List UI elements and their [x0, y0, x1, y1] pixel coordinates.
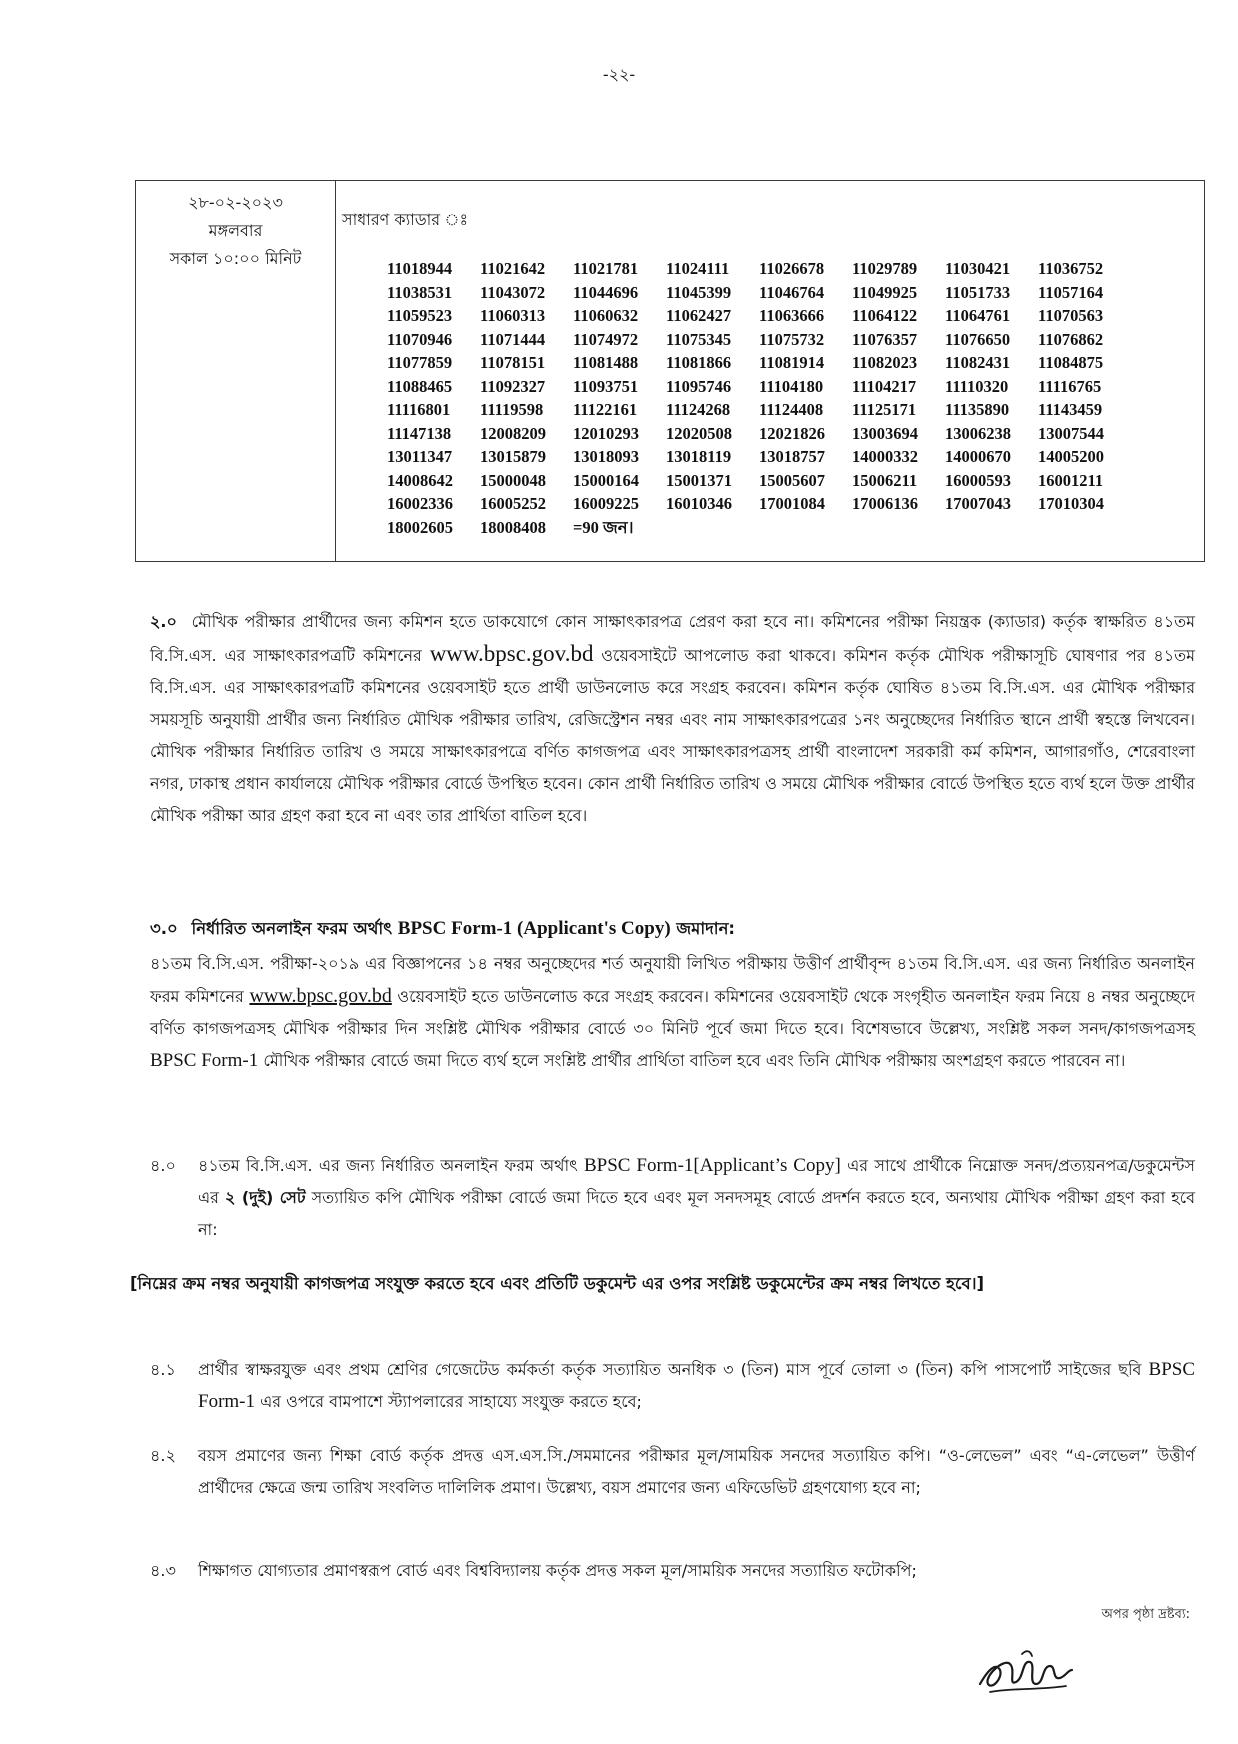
registration-number: 11021642 [480, 259, 546, 278]
registration-number: 11062427 [666, 306, 732, 325]
registration-number: 11030421 [945, 259, 1011, 278]
section-3-text-a: ৪১তম বি.সি.এস. পরীক্ষা-২০১৯ এর বিজ্ঞাপনের ১৪ নম্বর অনুচ্ছেদের শর্ত অনুযায়ী লিখিত পরীক্ষায় উত্তীর্ণ প্রার্থীবৃন্দ ৪১তম বি.সি.এস. এর জন্য নির্ধারিত অনলাইন ফরম কমিশনের [150, 954, 1195, 1006]
section-2-number: ২.০ [150, 612, 177, 631]
continued-overleaf-note: অপর পৃষ্ঠা দ্রষ্টব্য: [1101, 1607, 1190, 1622]
schedule-day: মঙ্গলবার [208, 221, 263, 240]
registration-number: 11049925 [852, 282, 918, 302]
registration-number: 12020508 [666, 423, 732, 443]
registration-number: 11124268 [666, 400, 731, 419]
registration-number: 13011347 [387, 447, 453, 466]
section-3-text-b: ওয়েবসাইট হতে ডাউনলোড করে সংগ্রহ করবেন। কমিশনের ওয়েবসাইট থেকে সংগৃহীত অনলাইন ফরম নিয়ে ৪ নম্বর অনুচ্ছেদে বর্ণিত কাগজপত্রসহ মৌখিক পরীক্ষার দিন সংশ্লিষ্ট মৌখিক পরীক্ষার বোর্ডে ৩০ মিনিট পূর্বে জমা দিতে হবে। বিশেষভাবে উল্লেখ্য, সংশ্লিষ্ট সকল সনদ/কাগজপত্রসহ [150, 987, 1195, 1038]
registration-number: 16010346 [666, 494, 732, 513]
registration-number: 11018944 [387, 259, 453, 278]
registration-number: 11043072 [480, 282, 546, 302]
registration-number: 11116801 [387, 400, 451, 419]
registration-number: 11135890 [945, 400, 1010, 419]
item-4-2-number: ৪.২ [150, 1446, 176, 1465]
registration-number: 14005200 [1038, 447, 1104, 466]
section-3-heading-b: জমাদান: [676, 919, 736, 938]
section-4-set-count: ২ (দুই) সেট [225, 1188, 306, 1207]
registration-number: 14000332 [852, 447, 918, 466]
section-4-number: ৪.০ [150, 1156, 176, 1175]
registration-number: 13015879 [480, 447, 546, 466]
section-4-text-c: সত্যায়িত কপি মৌখিক পরীক্ষা বোর্ডে জমা দিতে হবে এবং মূল সনদসমূহ বোর্ডে প্রদর্শন করতে হবে, অন্যথায় মৌখিক পরীক্ষা গ্রহণ করা হবে না: [198, 1188, 1195, 1239]
registration-number: 11077859 [387, 353, 453, 372]
registration-number: 17007043 [945, 494, 1011, 513]
item-4-1-text-a: প্রার্থীর স্বাক্ষরযুক্ত এবং প্রথম শ্রেণির গেজেটেড কর্মকর্তা কর্তৃক সত্যায়িত অনধিক ৩ (তিন) মাস পূর্বে তোলা ৩ (তিন) কপি পাসপোর্ট সাইজের ছবি [198, 1360, 1142, 1379]
section-3-heading [150, 913, 1195, 945]
registration-number: 11057164 [1038, 282, 1104, 302]
schedule-table [135, 180, 1205, 562]
registration-number: 11060632 [573, 306, 639, 325]
registration-number: 15005607 [759, 470, 825, 490]
section-2-paragraph [150, 606, 1195, 832]
registration-number: 12021826 [759, 423, 825, 443]
document-order-note: [নিম্নের ক্রম নম্বর অনুযায়ী কাগজপত্র সংযুক্ত করতে হবে এবং প্রতিটি ডকুমেন্ট এর ওপর সংশ্লিষ্ট ডকুমেন্টের ক্রম নম্বর লিখতে হবে।] [130, 1274, 985, 1293]
registration-number: 11081914 [759, 353, 825, 372]
item-4-1-form-name: BPSC Form-1 [198, 1359, 1195, 1412]
registration-number: 11116765 [1038, 376, 1102, 396]
registration-number: 16009225 [573, 494, 639, 513]
registration-number: 11024111 [666, 259, 730, 278]
registration-number: 11084875 [1038, 353, 1104, 372]
registration-number: 11092327 [480, 376, 546, 396]
registration-number: 11124408 [759, 400, 824, 419]
registration-number: 11125171 [852, 400, 917, 419]
registration-number: 11081866 [666, 353, 732, 372]
registration-number: 11036752 [1038, 259, 1104, 278]
registration-number: 11078151 [480, 353, 546, 372]
registration-number: 11064761 [945, 306, 1011, 325]
item-4-1-text [198, 1354, 1195, 1418]
list-item-4-3 [150, 1555, 1195, 1587]
section-3-number: ৩.০ [150, 919, 178, 938]
registration-number: 11076862 [1038, 329, 1104, 349]
item-4-2-text: বয়স প্রমাণের জন্য শিক্ষা বোর্ড কর্তৃক প্রদত্ত এস.এস.সি./সমমানের পরীক্ষার মূল/সাময়িক সনদের সত্যায়িত কপি। “ও-লেভেল” এবং “এ-লেভেল” উত্তীর্ণ প্রার্থীদের ক্ষেত্রে জন্ম তারিখ সংবলিত দালিলিক প্রমাণ। উল্লেখ্য, বয়স প্রমাণের জন্য এফিডেভিট গ্রহণযোগ্য হবে না; [198, 1446, 1195, 1497]
section-4-form-name: BPSC Form-1[Applicant’s Copy] [583, 1155, 841, 1176]
registration-number: 11093751 [573, 376, 639, 396]
registration-number: 11076650 [945, 329, 1011, 349]
registration-number: 11059523 [387, 306, 453, 325]
registration-number: 11110320 [945, 376, 1009, 396]
registration-number: 17006136 [852, 494, 918, 513]
registration-number: 15001371 [666, 470, 732, 490]
section-3-form-name: BPSC Form-1 [150, 1050, 259, 1071]
registration-number: 13006238 [945, 423, 1011, 443]
registration-number: 11075732 [759, 329, 825, 349]
page-number: -২২- [602, 65, 636, 84]
registration-number: 11038531 [387, 282, 453, 302]
registration-number: 13018757 [759, 447, 825, 466]
registration-number: 11147138 [387, 423, 452, 443]
schedule-date: ২৮-০২-২০২৩ [188, 193, 283, 212]
schedule-time: সকাল ১০:০০ মিনিট [169, 249, 302, 268]
section-2-text-a: মৌখিক পরীক্ষার প্রার্থীদের জন্য কমিশন হতে ডাকযোগে কোন সাক্ষাৎকারপত্র প্রেরণ করা হবে না। কমিশনের পরীক্ষা নিয়ন্ত্রক (ক্যাডার) কর্তৃক স্বাক্ষরিত ৪১তম বি.সি.এস. এর সাক্ষাৎকারপত্রটি কমিশনের [150, 612, 1195, 665]
section-3-text-c: মৌখিক পরীক্ষার বোর্ডে জমা দিতে ব্যর্থ হলে সংশ্লিষ্ট প্রার্থীর প্রার্থিতা বাতিল হবে এবং তিনি মৌখিক পরীক্ষায় অংশগ্রহণ করতে পারবেন না। [263, 1051, 1126, 1070]
registration-number: 18008408 [480, 517, 546, 537]
registration-number: 13007544 [1038, 423, 1104, 443]
section-3-paragraph [150, 948, 1195, 1077]
registration-number: 12008209 [480, 423, 546, 443]
section-4-text-a: ৪১তম বি.সি.এস. এর জন্য নির্ধারিত অনলাইন ফরম অর্থাৎ [198, 1156, 578, 1175]
registration-number: 11029789 [852, 259, 918, 278]
registration-number: 16005252 [480, 494, 546, 513]
registration-number: 14008642 [387, 470, 453, 490]
registration-number: 11071444 [480, 329, 546, 349]
registration-number: 13018093 [573, 447, 639, 466]
section-4-paragraph [150, 1150, 1195, 1246]
section-4-text [198, 1150, 1195, 1246]
list-item-4-1 [150, 1354, 1195, 1418]
registration-number: 11046764 [759, 282, 825, 302]
schedule-datetime-cell [136, 181, 336, 561]
section-4-text-b: এর সাথে প্রার্থীকে নিম্নোক্ত সনদ/প্রত্যয়নপত্র/ডকুমেন্টস এর [198, 1156, 1195, 1207]
registration-number: 11075345 [666, 329, 732, 349]
item-4-1-number: ৪.১ [150, 1360, 176, 1379]
signature [970, 1640, 1080, 1704]
registration-number: 12010293 [573, 423, 639, 443]
registration-number: 18002605 [387, 517, 453, 537]
registration-number: 11074972 [573, 329, 639, 349]
registration-number: 11070946 [387, 329, 453, 349]
registration-number: 16001211 [1038, 470, 1104, 490]
registration-number: 16002336 [387, 494, 453, 513]
bpsc-website-link[interactable]: www.bpsc.gov.bd [249, 985, 392, 1007]
item-4-1-text-b: এর ওপরে বামপাশে স্ট্যাপলারের সাহায্যে সংযুক্ত করতে হবে; [260, 1392, 642, 1411]
registration-number: 15000164 [573, 470, 639, 490]
registration-number: 17010304 [1038, 494, 1104, 513]
registration-number: 11060313 [480, 306, 546, 325]
registration-number: 11082023 [852, 353, 918, 372]
section-3-heading-form: BPSC Form-1 (Applicant's Copy) [397, 918, 671, 939]
registration-number: 11081488 [573, 353, 639, 372]
section-3-heading-a: নির্ধারিত অনলাইন ফরম অর্থাৎ [191, 919, 393, 938]
registration-number: 11044696 [573, 282, 639, 302]
registration-number: 11095746 [666, 376, 732, 396]
registration-total: =90 জন। [573, 517, 634, 537]
registration-number: 11021781 [573, 259, 639, 278]
list-item-4-2 [150, 1440, 1195, 1504]
item-4-3-number: ৪.৩ [150, 1561, 176, 1580]
registration-number: 16000593 [945, 470, 1011, 490]
bpsc-website-link[interactable]: www.bpsc.gov.bd [429, 641, 594, 666]
registration-number: 15006211 [852, 470, 918, 490]
registration-number: 13003694 [852, 423, 918, 443]
registration-number: 11026678 [759, 259, 825, 278]
registration-number: 13018119 [666, 447, 732, 466]
registration-number: 11064122 [852, 306, 918, 325]
item-4-3-text: শিক্ষাগত যোগ্যতার প্রমাণস্বরূপ বোর্ড এবং বিশ্ববিদ্যালয় কর্তৃক প্রদত্ত সকল মূল/সাময়িক সনদের সত্যায়িত ফটোকপি; [198, 1561, 917, 1580]
registration-number: 17001084 [759, 494, 825, 513]
registration-number: 11104180 [759, 376, 824, 396]
registration-number: 11063666 [759, 306, 825, 325]
registration-number: 15000048 [480, 470, 546, 490]
registration-number: 11082431 [945, 353, 1011, 372]
registration-number: 11119598 [480, 400, 544, 419]
registration-number: 11122161 [573, 400, 638, 419]
registration-number: 11076357 [852, 329, 918, 349]
section-2-text-b: ওয়েবসাইটে আপলোড করা থাকবে। কমিশন কর্তৃক মৌখিক পরীক্ষাসূচি ঘোষণার পর ৪১তম বি.সি.এস. এর সাক্ষাৎকারপত্রটি কমিশনের ওয়েবসাইট হতে প্রার্থী ডাউনলোড করে সংগ্রহ করবেন। কমিশন কর্তৃক ঘোষিত ৪১তম বি.সি.এস. এর মৌখিক পরীক্ষার সময়সূচি অনুযায়ী প্রার্থীর জন্য নির্ধারিত মৌখিক পরীক্ষার তারিখ, রেজিস্ট্রেশন নম্বর এবং নাম সাক্ষাৎকারপত্রের ১নং অনুচ্ছেদের নির্ধারিত স্থানে প্রার্থী স্বহস্তে লিখবেন। মৌখিক পরীক্ষার নির্ধারিত তারিখ ও সময়ে সাক্ষাৎকারপত্রে বর্ণিত কাগজপত্র এবং সাক্ষাৎকারপত্রসহ প্রার্থী বাংলাদেশ সরকারী কর্ম কমিশন, আগারগাঁও, শেরেবাংলা নগর, ঢাকাস্থ প্রধান কার্যালয়ে মৌখিক পরীক্ষার বোর্ডে উপস্থিত হবেন। কোন প্রার্থী নির্ধারিত তারিখ ও সময়ে মৌখিক পরীক্ষার বোর্ডে উপস্থিত হতে ব্যর্থ হলে উক্ত প্রার্থীর মৌখিক পরীক্ষা আর গ্রহণ করা হবে না এবং তার প্রার্থিতা বাতিল হবে। [150, 646, 1196, 825]
schedule-category: সাধারণ ক্যাডার ঃ [342, 210, 469, 229]
registration-number: 11051733 [945, 282, 1011, 302]
registration-number: 11104217 [852, 376, 917, 396]
registration-number: 11070563 [1038, 306, 1104, 325]
registration-number: 14000670 [945, 447, 1011, 466]
registration-number-list [387, 257, 1131, 539]
registration-number: 11143459 [1038, 400, 1103, 419]
registration-number: 11045399 [666, 282, 732, 302]
registration-number: 11088465 [387, 376, 453, 396]
